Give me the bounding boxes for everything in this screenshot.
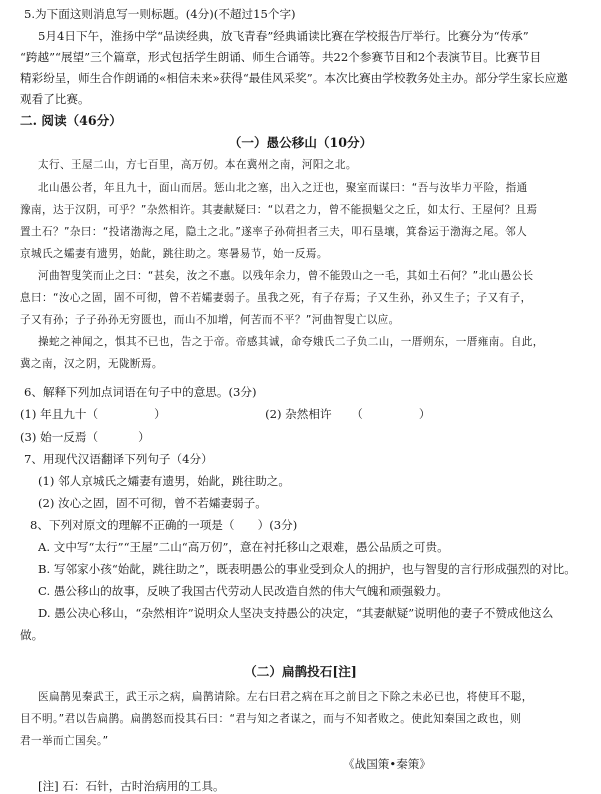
q6-item-1: (1) 年且九十（ <box>20 407 99 421</box>
q7-item-2: (2) 汝心之固，固不可彻，曾不若孀妻弱子。 <box>38 496 267 510</box>
q5-passage-line-4: 观看了比赛。 <box>20 92 90 106</box>
passage1-line-3: 豫南，达于汉阴，可乎？”杂然相许。其妻献疑曰：“以君之力，曾不能损魁父之丘，如太行、王屋何？且焉 <box>20 204 538 216</box>
q6-item-2-close: ） <box>418 407 431 421</box>
q8-option-c: C. 愚公移山的故事，反映了我国古代劳动人民改造自然的伟大气魄和顽强毅力。 <box>38 584 449 598</box>
passage1-line-4: 置土石？”杂曰：“投诸渤海之尾，隐土之北。”遂率子孙荷担者三夫，叩石垦壤，箕畚运于渤海之尾。邻人 <box>20 226 528 238</box>
passage2-source: 《战国策•秦策》 <box>343 757 431 771</box>
q5-passage-line-3: 精彩纷呈，师生合作朗诵的«相信未来»获得“最佳风采奖”。本次比赛由学校教务处主办。部分学生家长应邀 <box>20 71 568 85</box>
section-title-reading: 二. 阅读（46分） <box>20 113 122 128</box>
q8-question: 8、下列对原文的理解不正确的一项是（ ）(3分) <box>30 518 298 532</box>
passage2-line-2: 目不明。”君以告扁鹊。扁鹊怒而投其石曰：“君与知之者谋之，而与不知者败之。使此知秦国之政也，则 <box>20 713 522 725</box>
passage2-note: [注] 石：石针，古时治病用的工具。 <box>38 779 225 793</box>
passage1-line-8: 子又有孙；子子孙孙无穷匮也，而山不加增，何苦而不平？”河曲智叟亡以应。 <box>20 314 400 326</box>
q7-question: 7、用现代汉语翻译下列句子（4分） <box>24 452 213 466</box>
passage2-line-1: 医扁鹊见秦武王，武王示之病，扁鹊请除。左右曰君之病在耳之前目之下除之未必已也，将使耳不聪， <box>38 691 533 703</box>
passage1-line-10: 冀之南，汉之阴，无陇断焉。 <box>20 358 163 370</box>
q6-item-2: (2) 杂然相许 <box>265 407 332 421</box>
passage2-line-3: 君一举而亡国矣。” <box>20 735 109 747</box>
q6-item-3-close: ） <box>138 430 150 444</box>
q6-item-1-close: ） <box>154 407 166 421</box>
passage1-line-2: 北山愚公者，年且九十，面山而居。惩山北之塞，出入之迂也，聚室而谋曰：“吾与汝毕力平险，指通 <box>38 182 528 194</box>
q7-item-1: (1) 邻人京城氏之孀妻有遗男，始龀，跳往助之。 <box>38 474 290 488</box>
q6-row-2 <box>20 429 581 445</box>
passage1-line-5: 京城氏之孀妻有遗男，始龀，跳往助之。寒暑易节，始一反焉。 <box>20 248 328 260</box>
q5-passage-line-2: “跨越”“展望”三个篇章，形式包括学生朗诵、师生合诵等。共22个参赛节目和2个表演节目。比赛节目 <box>20 50 542 64</box>
passage1-title: （一）愚公移山（10分） <box>228 135 373 150</box>
q6-question: 6、解释下列加点词语在句子中的意思。(3分) <box>24 385 257 399</box>
q5-passage-line-1: 5月4日下午，淮扬中学“品读经典，放飞青春”经典诵读比赛在学校报告厅举行。比赛分为“传承” <box>38 29 529 43</box>
q8-option-b: B. 写邻家小孩“始龀，跳往助之”，既表明愚公的事业受到众人的拥护，也与智叟的言行形成强烈的对比。 <box>38 562 576 576</box>
passage1-line-1: 太行、王屋二山，方七百里，高万仞。本在冀州之南，河阳之北。 <box>38 159 357 171</box>
q6-row-1 <box>20 406 581 422</box>
passage2-title: （二）扁鹊投石[注] <box>244 664 357 679</box>
passage1-line-6: 河曲智叟笑而止之曰：“甚矣，汝之不惠。以残年余力，曾不能毁山之一毛，其如土石何？”北山愚公长 <box>38 270 534 282</box>
passage1-line-7: 息曰：“汝心之固，固不可彻，曾不若孀妻弱子。虽我之死，有子存焉；子又生孙，孙又生子；子又有子， <box>20 292 532 304</box>
q8-option-d-cont: 做。 <box>20 628 44 642</box>
q6-item-3: (3) 始一反焉（ <box>20 430 99 444</box>
q6-item-2-open: （ <box>351 407 363 421</box>
passage1-line-9: 操蛇之神闻之，惧其不已也，告之于帝。帝感其诚，命夸娥氏二子负二山，一厝朔东，一厝雍南。自此， <box>38 336 544 348</box>
q8-option-d: D. 愚公决心移山，“杂然相许”说明众人坚决支持愚公的决定，“其妻献疑”说明他的妻子不赞成他这么 <box>38 606 554 620</box>
q5-question: 5.为下面这则消息写一则标题。(4分)(不超过15个字) <box>24 7 296 21</box>
q8-option-a: A. 文中写“太行”“王屋”二山“高万仞”，意在衬托移山之艰难，愚公品质之可贵。 <box>38 540 449 554</box>
